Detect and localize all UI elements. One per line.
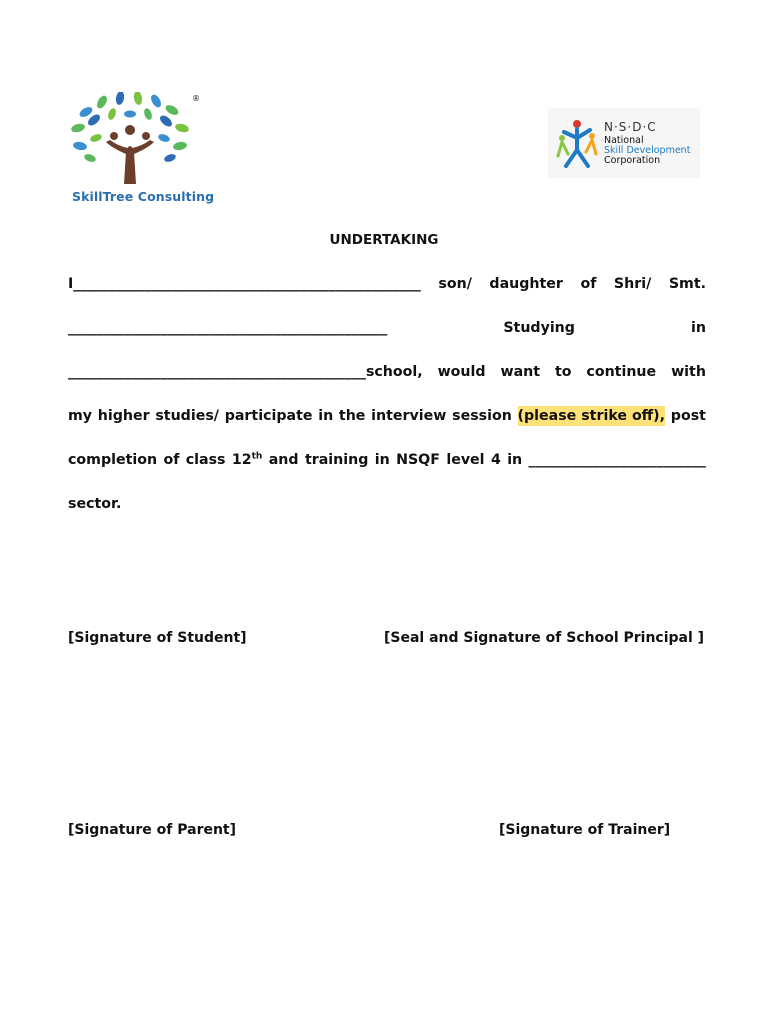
word: level <box>446 452 485 468</box>
registered-mark: ® <box>192 94 200 103</box>
word: higher <box>97 408 150 424</box>
trainer-signature-label: [Signature of Trainer] <box>499 822 671 838</box>
word: in <box>691 320 706 336</box>
student-name-blank: I_________________________________________________ <box>68 276 421 292</box>
word: completion <box>68 452 158 468</box>
word: of <box>163 452 180 468</box>
word: Smt. <box>668 276 706 292</box>
class-number: 12th <box>231 451 263 468</box>
nsdc-name-line-1: National <box>604 135 644 146</box>
word: continue <box>586 364 657 380</box>
word: and <box>268 452 299 468</box>
word: in <box>507 452 523 468</box>
nsdc-logo <box>548 108 700 178</box>
word: interview <box>371 408 447 424</box>
word: want <box>500 364 541 380</box>
principal-signature-label: [Seal and Signature of School Principal ] <box>384 630 705 646</box>
student-signature-label: [Signature of Student] <box>68 630 247 646</box>
school-name-blank: __________________________________________school, <box>68 364 423 380</box>
word: with <box>671 364 706 380</box>
word: Studying <box>503 320 575 336</box>
nsdc-figures-icon <box>554 116 600 170</box>
word: daughter <box>489 276 563 292</box>
word: NSQF <box>396 452 440 468</box>
word: Shri/ <box>613 276 652 292</box>
paragraph-line-4 <box>68 406 706 426</box>
paragraph-line-6: sector. <box>68 496 122 512</box>
word: studies/ <box>155 408 219 424</box>
ordinal-suffix: th <box>251 451 263 462</box>
word: post <box>670 408 706 424</box>
sector-blank: _________________________ <box>528 452 706 468</box>
word: in <box>374 452 390 468</box>
tree-icon <box>68 92 200 184</box>
paragraph-line-5 <box>68 450 706 470</box>
document-title: UNDERTAKING <box>329 232 439 248</box>
paragraph-line-3 <box>68 362 706 382</box>
strike-off-highlight: (please strike off), <box>517 408 666 424</box>
paragraph-line-2 <box>68 318 706 338</box>
word: 4 <box>490 452 501 468</box>
word: would <box>437 364 486 380</box>
word: in <box>318 408 334 424</box>
parent-signature-label: [Signature of Parent] <box>68 822 237 838</box>
word: session <box>452 408 512 424</box>
nsdc-name-line-2: Skill Development <box>604 145 691 156</box>
word: participate <box>224 408 313 424</box>
parent-name-blank: _____________________________________________ <box>68 320 388 336</box>
nsdc-abbreviation: N·S·D·C <box>604 120 657 134</box>
word: of <box>580 276 597 292</box>
skilltree-brand-name: SkillTree Consulting <box>72 189 215 204</box>
word: to <box>554 364 572 380</box>
word: the <box>338 408 366 424</box>
word: my <box>68 408 93 424</box>
word: class <box>185 452 226 468</box>
word: training <box>304 452 369 468</box>
paragraph-line-1 <box>68 274 706 294</box>
word: son/ <box>438 276 472 292</box>
nsdc-name-line-3: Corporation <box>604 155 661 166</box>
